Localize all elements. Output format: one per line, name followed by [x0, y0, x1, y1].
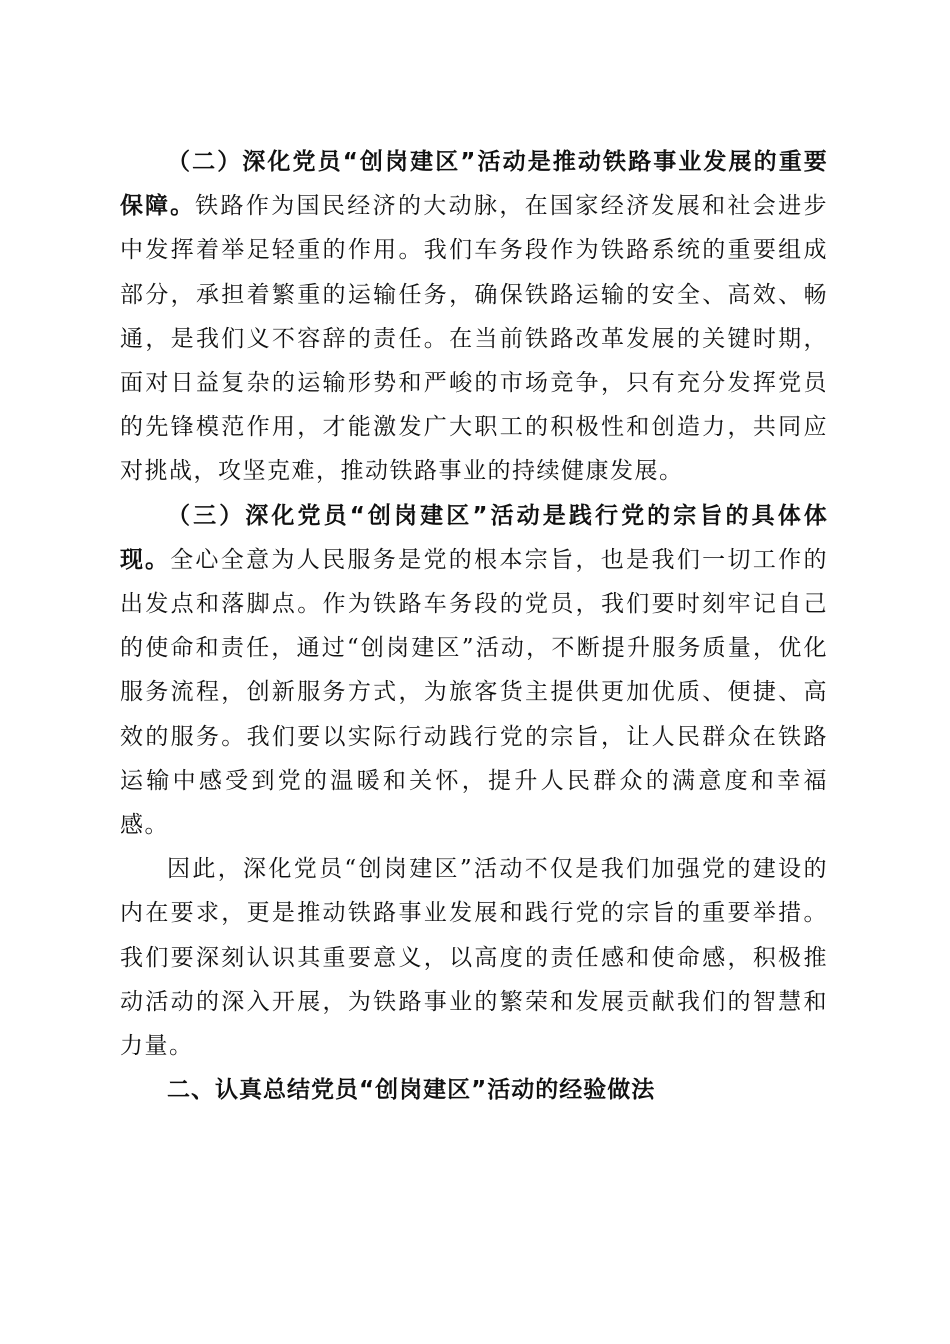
paragraph-text: 因此，深化党员“创岗建区”活动不仅是我们加强党的建设的内在要求，更是推动铁路事业发展和践行党的宗旨的重要举措。我们要深刻认识其重要意义，以高度的责任感和使命感，积极推动活动的深入开展，为铁路事业的繁荣和发展贡献我们的智慧和力量。: [120, 856, 828, 1060]
paragraph-lead: （二）深化党员“创岗建区”活动是推动铁路事业发展的重要保障。: [120, 149, 828, 220]
paragraph-text: 全心全意为人民服务是党的根本宗旨，也是我们一切工作的出发点和落脚点。作为铁路车务段的党员，我们要时刻牢记自己的使命和责任，通过“创岗建区”活动，不断提升服务质量，优化服务流程，创新服务方式，为旅客货主提供更加优质、便捷、高效的服务。我们要以实际行动践行党的宗旨，让人民群众在铁路运输中感受到党的温暖和关怀，提升人民群众的满意度和幸福感。: [120, 546, 828, 839]
paragraph-2: [120, 140, 828, 494]
paragraph-conclusion: [120, 847, 828, 1068]
document-body: [120, 140, 828, 1112]
section-heading: 二、认真总结党员“创岗建区”活动的经验做法: [167, 1077, 656, 1104]
paragraph-3: [120, 494, 828, 848]
paragraph-text: 铁路作为国民经济的大动脉，在国家经济发展和社会进步中发挥着举足轻重的作用。我们车务段作为铁路系统的重要组成部分，承担着繁重的运输任务，确保铁路运输的安全、高效、畅通，是我们义不容辞的责任。在当前铁路改革发展的关键时期，面对日益复杂的运输形势和严峻的市场竞争，只有充分发挥党员的先锋模范作用，才能激发广大职工的积极性和创造力，共同应对挑战，攻坚克难，推动铁路事业的持续健康发展。: [120, 193, 829, 485]
paragraph-lead: （三）深化党员“创岗建区”活动是践行党的宗旨的具体体现。: [120, 502, 828, 573]
